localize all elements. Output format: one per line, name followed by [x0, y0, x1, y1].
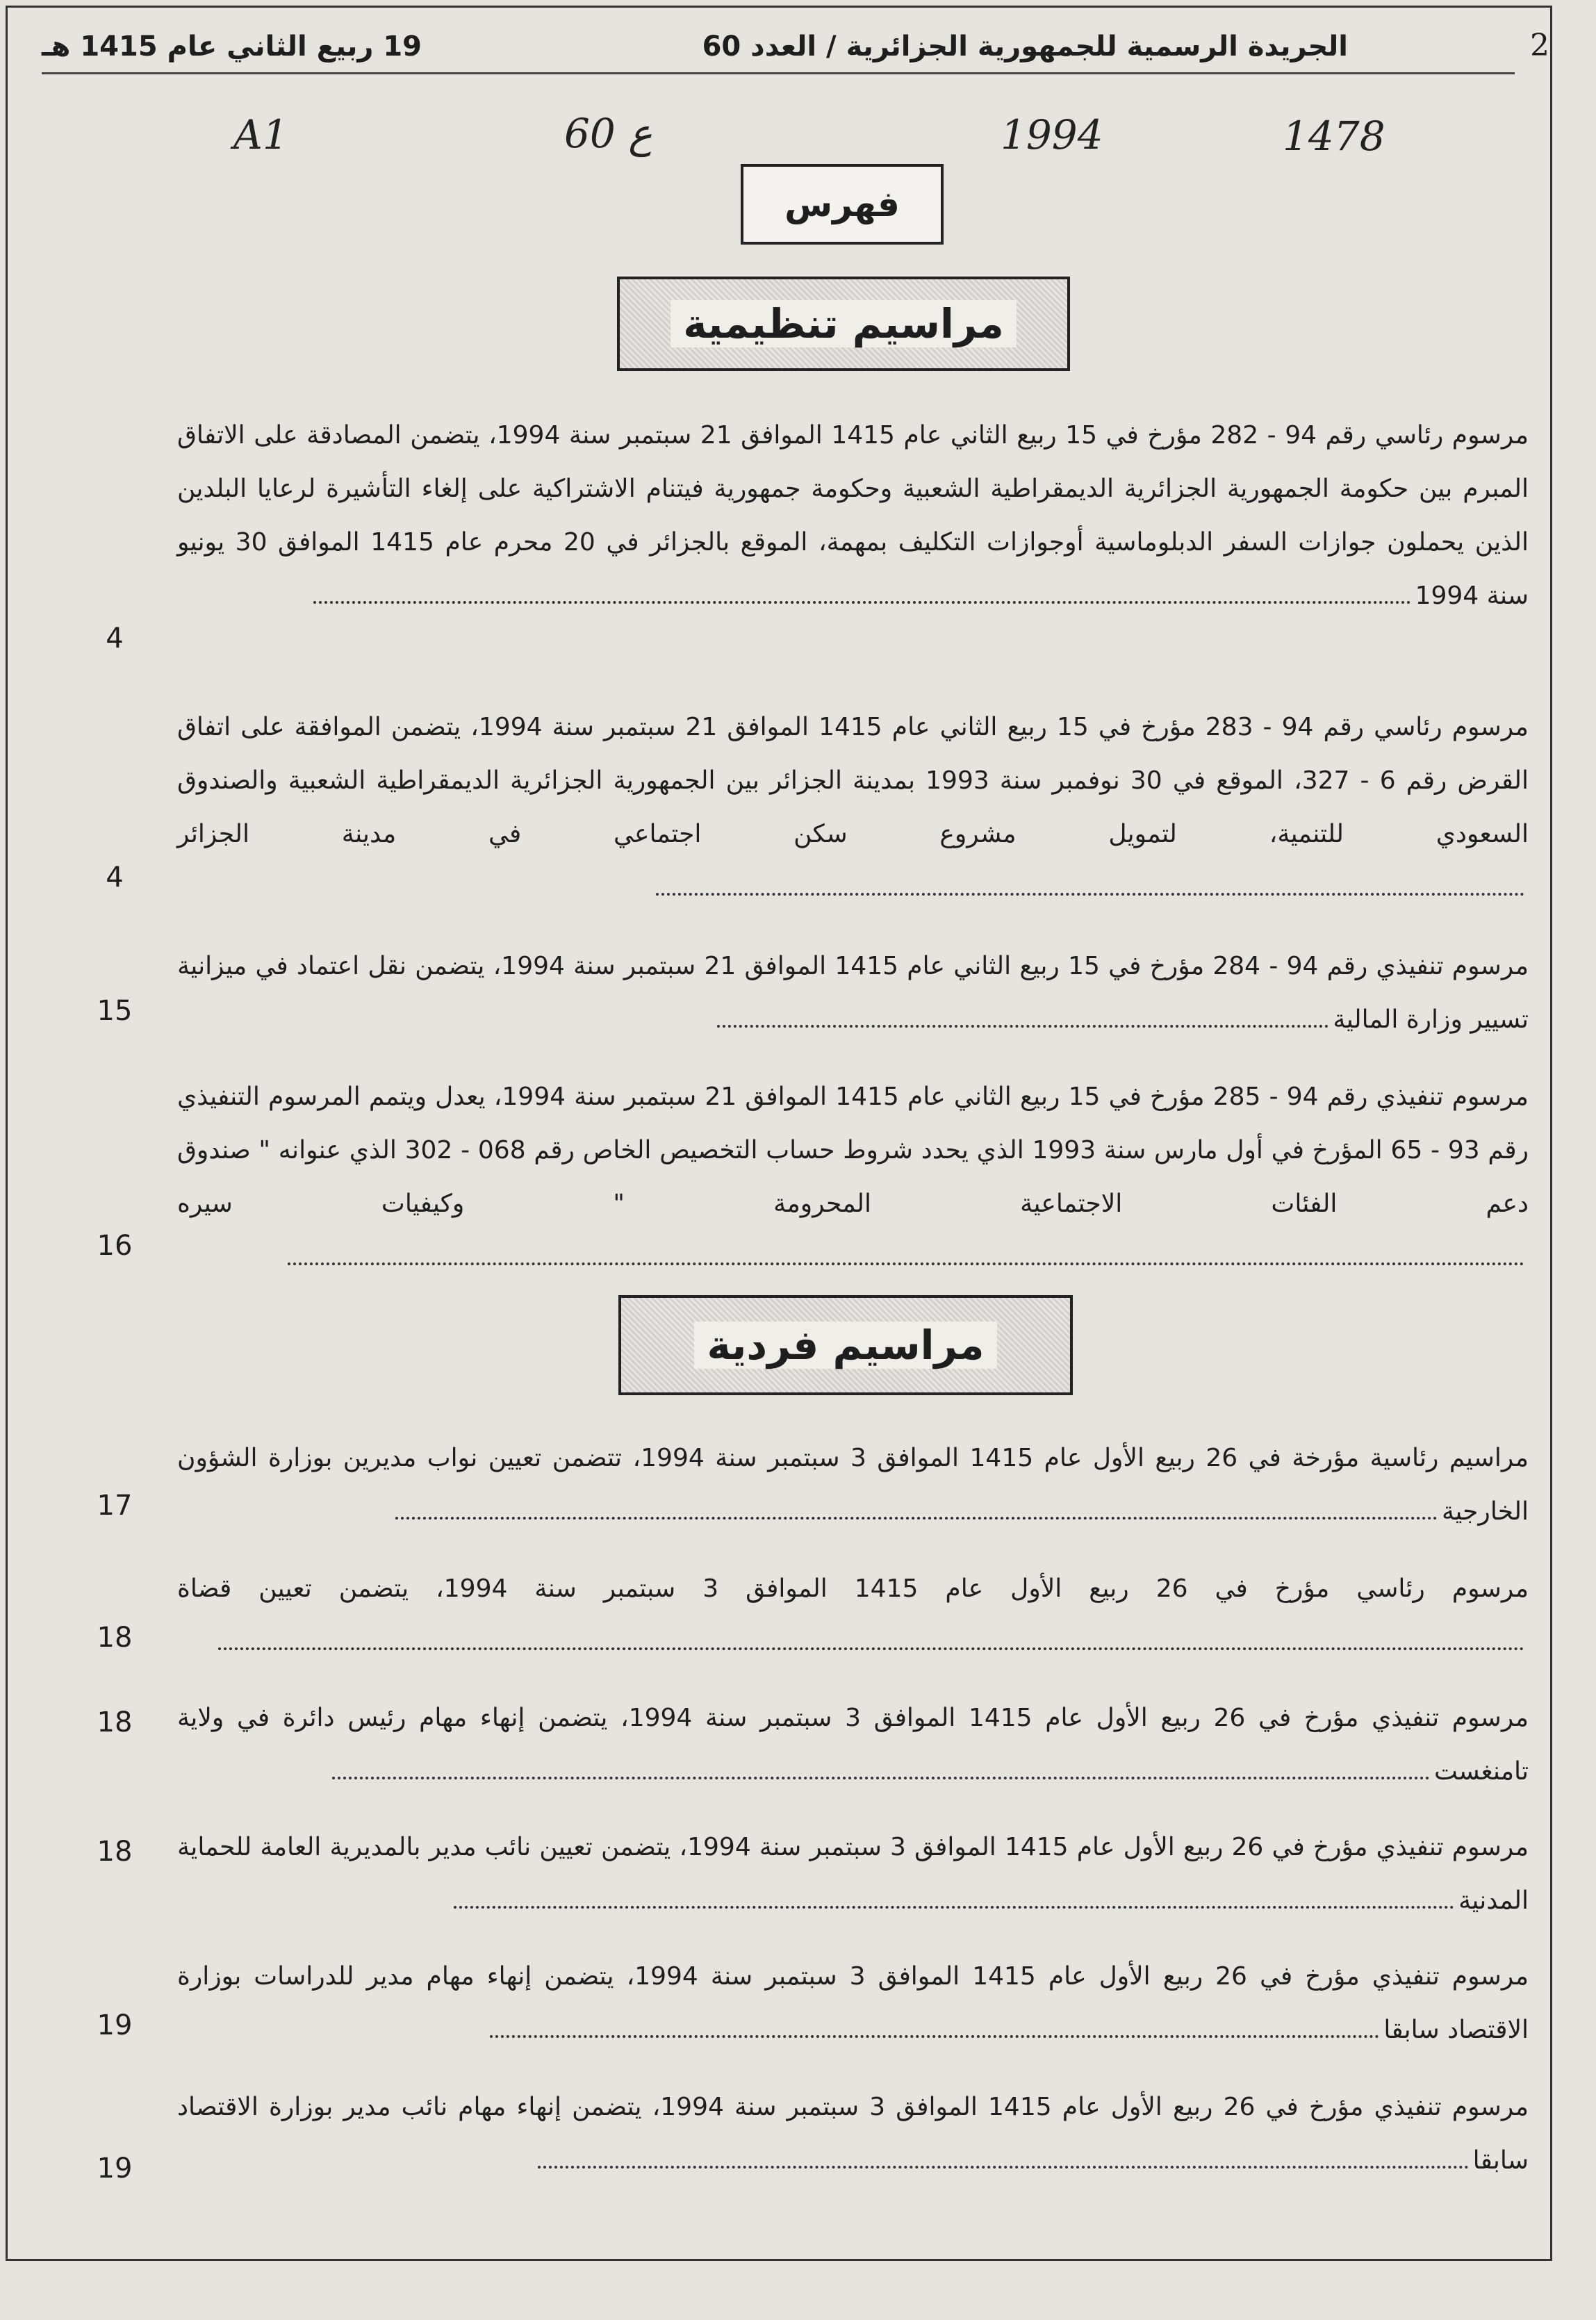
- section-heading-label: مراسيم تنظيمية: [671, 300, 1017, 347]
- dot-leader: [313, 600, 1411, 604]
- dot-leader: [538, 2165, 1469, 2169]
- dot-leader: [288, 1262, 1524, 1265]
- dot-leader: [332, 1776, 1430, 1779]
- toc-page-number: 19: [97, 2009, 133, 2041]
- toc-entry-text: مرسوم تنفيذي مؤرخ في 26 ربيع الأول عام 1415 الموافق 3 سبتمبر سنة 1994، يتضمن إنهاء مهام نائب مدير بوزارة الاقتصاد سابقا: [177, 2093, 1529, 2175]
- page-number: 2: [1530, 28, 1549, 63]
- section-heading-label: مراسيم فردية: [694, 1322, 996, 1369]
- toc-entry[interactable]: [56, 700, 1536, 909]
- section-heading-individual: [618, 1295, 1073, 1395]
- toc-entry[interactable]: [56, 1950, 1536, 2054]
- toc-page-number: 19: [97, 2153, 133, 2185]
- toc-entry[interactable]: [56, 1691, 1536, 1795]
- toc-entry-text: مرسوم رئاسي مؤرخ في 26 ربيع الأول عام 1415 الموافق 3 سبتمبر سنة 1994، يتضمن تعيين قضاة: [177, 1562, 1529, 1669]
- dot-leader: [454, 1905, 1454, 1909]
- header-rule: [42, 72, 1515, 74]
- section-heading-regulatory: [617, 277, 1070, 371]
- toc-page-number: 4: [106, 862, 124, 894]
- page-header: [42, 28, 1549, 69]
- toc-entry[interactable]: [56, 1431, 1536, 1536]
- issue-date: 19 ربيع الثاني عام 1415 هـ: [42, 31, 422, 63]
- toc-entry[interactable]: [56, 2080, 1536, 2185]
- toc-entry[interactable]: [56, 1562, 1536, 1666]
- toc-page-number: 18: [97, 1622, 133, 1654]
- dot-leader: [395, 1516, 1438, 1520]
- toc-page-number: 16: [97, 1230, 133, 1262]
- toc-page-number: 17: [97, 1490, 133, 1522]
- toc-entry[interactable]: [56, 409, 1536, 686]
- toc-entry-text: مراسيم رئاسية مؤرخة في 26 ربيع الأول عام 1415 الموافق 3 سبتمبر سنة 1994، تتضمن تعيين نواب مديرين بوزارة الشؤون الخارجية: [177, 1444, 1529, 1526]
- dot-leader: [218, 1647, 1524, 1650]
- gazette-title: الجريدة الرسمية للجمهورية الجزائرية / العدد 60: [702, 31, 1348, 63]
- handwritten-note-3: 1994: [1001, 111, 1103, 158]
- dot-leader: [656, 892, 1524, 896]
- handwritten-note-4: 1478: [1283, 113, 1385, 160]
- toc-entry-text: مرسوم تنفيذي رقم 94 - 285 مؤرخ في 15 ربيع الثاني عام 1415 الموافق 21 سبتمبر سنة 1994، يعدل ويتمم المرسوم التنفيذي رقم 93 - 65 المؤرخ في أول مارس سنة 1993 الذي يحدد شروط حساب التخصيص الخاص رقم 068 - 302 الذي عنوانه " صندوق دعم الفئات الاجتماعية المحرومة " وكيفيات سيره: [177, 1070, 1529, 1284]
- toc-page-number: 18: [97, 1706, 133, 1738]
- toc-entry-text: مرسوم تنفيذي مؤرخ في 26 ربيع الأول عام 1415 الموافق 3 سبتمبر سنة 1994، يتضمن إنهاء مهام مدير للدراسات بوزارة الاقتصاد سابقا: [177, 1962, 1529, 2044]
- toc-page-number: 18: [97, 1836, 133, 1868]
- dot-leader: [490, 2034, 1379, 2038]
- toc-entry[interactable]: [56, 939, 1536, 1044]
- toc-page-number: 4: [106, 623, 124, 655]
- toc-entry[interactable]: [56, 1070, 1536, 1278]
- toc-page-number: 15: [97, 995, 133, 1027]
- handwritten-note-1: A1: [233, 111, 288, 158]
- handwritten-note-2: 60 ع: [564, 110, 652, 157]
- toc-entry-text: مرسوم رئاسي رقم 94 - 283 مؤرخ في 15 ربيع الثاني عام 1415 الموافق 21 سبتمبر سنة 1994، يتضمن الموافقة على اتفاق القرض رقم 6 - 327، الموقع في 30 نوفمبر سنة 1993 بمدينة الجزائر بين الجمهورية الجزائرية الديمقراطية الشعبية والصندوق السعودي للتنمية، لتمويل مشروع سكن اجتماعي في مدينة الجزائر: [177, 700, 1529, 914]
- toc-entry[interactable]: [56, 1820, 1536, 1925]
- toc-entry-text: مرسوم رئاسي رقم 94 - 282 مؤرخ في 15 ربيع الثاني عام 1415 الموافق 21 سبتمبر سنة 1994، يتضمن المصادقة على الاتفاق المبرم بين حكومة الجمهورية الجزائرية الديمقراطية الشعبية وحكومة جمهورية فيتنام الاشتراكية على إلغاء التأشيرة لرعايا البلدين الذين يحملون جوازات السفر الدبلوماسية أوجوازات التكليف بمهمة، الموقع بالجزائر في 20 محرم عام 1415 الموافق 30 يونيو سنة 1994: [177, 421, 1529, 610]
- toc-entry-text: مرسوم تنفيذي مؤرخ في 26 ربيع الأول عام 1415 الموافق 3 سبتمبر سنة 1994، يتضمن إنهاء مهام رئيس دائرة في ولاية تامنغست: [177, 1704, 1529, 1786]
- toc-entry-text: مرسوم تنفيذي رقم 94 - 284 مؤرخ في 15 ربيع الثاني عام 1415 الموافق 21 سبتمبر سنة 1994، يتضمن نقل اعتماد في ميزانية تسيير وزارة المالية: [177, 952, 1529, 1034]
- toc-entry-text: مرسوم تنفيذي مؤرخ في 26 ربيع الأول عام 1415 الموافق 3 سبتمبر سنة 1994، يتضمن تعيين نائب مدير بالمديرية العامة للحماية المدنية: [177, 1833, 1529, 1915]
- index-title: فهرس: [741, 164, 944, 245]
- dot-leader: [717, 1024, 1328, 1028]
